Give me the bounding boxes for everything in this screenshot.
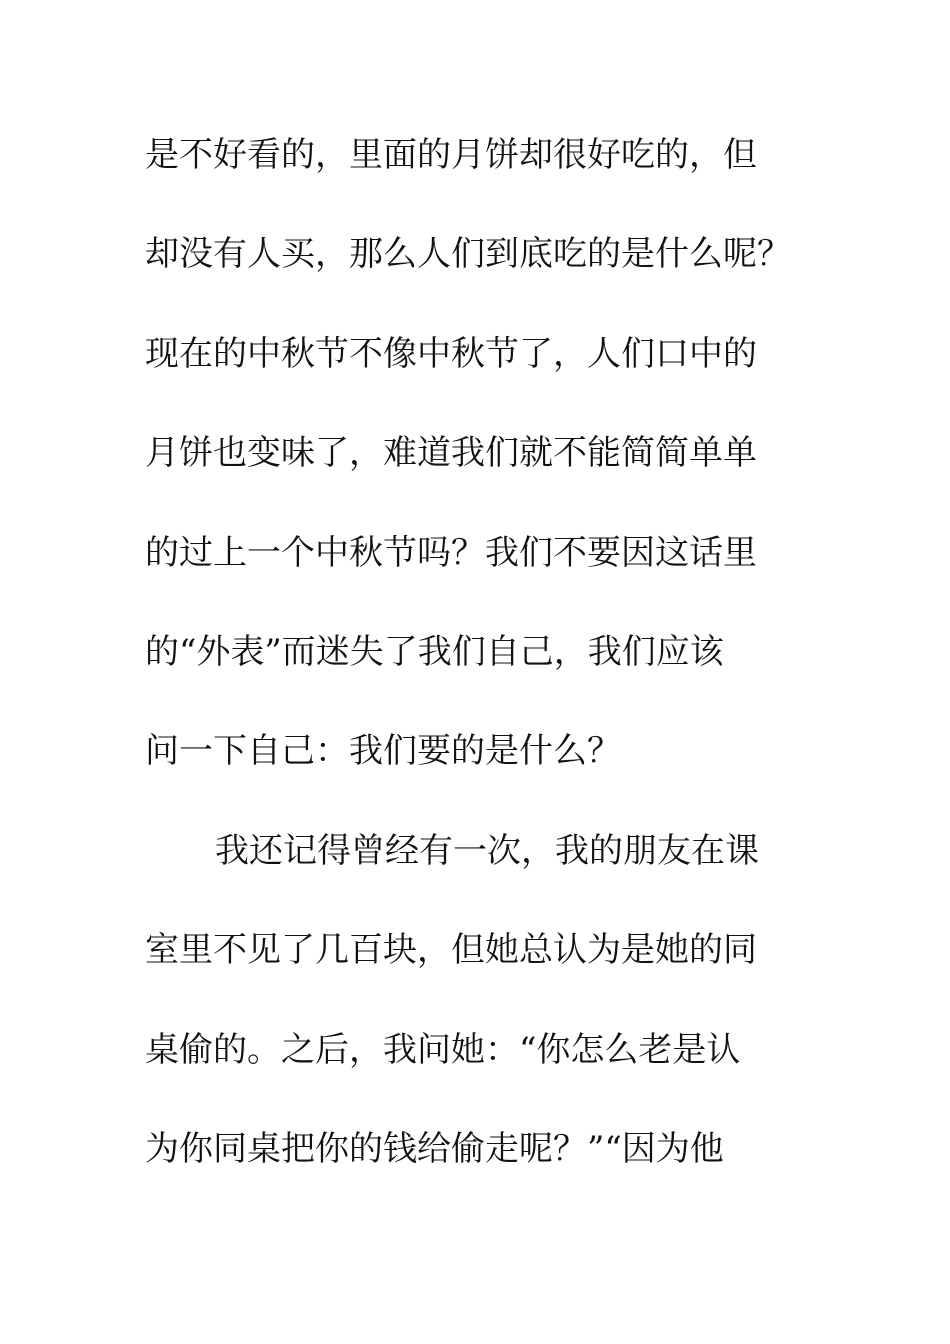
- text-line: 的过上一个中秋节吗？我们不要因这话里: [145, 532, 757, 573]
- text-line: 室里不见了几百块，但她总认为是她的同: [145, 930, 757, 971]
- text-line: 却没有人买，那么人们到底吃的是什么呢？: [145, 234, 791, 275]
- text-line: 是不好看的，里面的月饼却很好吃的，但: [145, 135, 757, 175]
- body-text: [145, 125, 825, 1218]
- text-line: 为你同桌把你的钱给偷走呢？”“因为他: [145, 1128, 724, 1169]
- text-line: 月饼也变味了，难道我们就不能简简单单: [145, 433, 757, 474]
- text-line: 现在的中秋节不像中秋节了，人们口中的: [145, 333, 757, 374]
- text-line: 问一下自己：我们要的是什么？: [145, 731, 621, 772]
- text-line: 的“外表”而迷失了我们自己，我们应该: [145, 631, 724, 672]
- text-line: 桌偷的。之后，我问她：“你怎么老是认: [145, 1029, 741, 1070]
- paragraph-first-line: 我还记得曾经有一次，我的朋友在课: [215, 830, 759, 871]
